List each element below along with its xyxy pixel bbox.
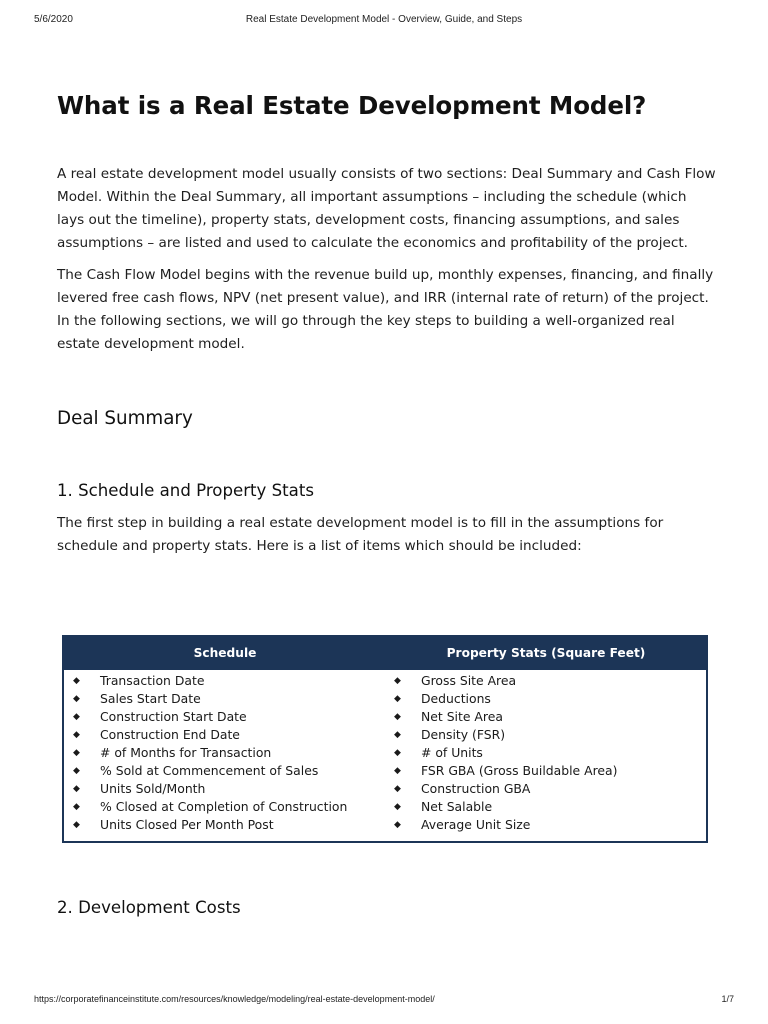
bullet-diamond-icon: ◆: [73, 694, 80, 704]
subsection-heading-development-costs: 2. Development Costs: [57, 898, 241, 917]
schedule-item: [73, 726, 347, 744]
bullet-diamond-icon: ◆: [73, 802, 80, 812]
bullet-diamond-icon: ◆: [394, 784, 401, 794]
schedule-item-label: Units Sold/Month: [100, 781, 206, 796]
schedule-property-stats-table: [62, 635, 708, 843]
property-stat-item-label: Gross Site Area: [421, 673, 517, 688]
bullet-diamond-icon: ◆: [394, 712, 401, 722]
property-stat-item-label: Average Unit Size: [421, 817, 531, 832]
bullet-diamond-icon: ◆: [73, 784, 80, 794]
article-body: [57, 84, 717, 558]
bullet-diamond-icon: ◆: [73, 766, 80, 776]
property-stat-item-label: Net Site Area: [421, 709, 503, 724]
bullet-diamond-icon: ◆: [394, 820, 401, 830]
property-stat-item-label: Construction GBA: [421, 781, 531, 796]
schedule-item: [73, 672, 347, 690]
schedule-item: [73, 816, 347, 834]
schedule-item: [73, 744, 347, 762]
schedule-item-label: % Sold at Commencement of Sales: [100, 763, 319, 778]
schedule-item: [73, 690, 347, 708]
page-number: 1/7: [721, 994, 734, 1004]
property-stat-item: [394, 744, 617, 762]
bullet-diamond-icon: ◆: [394, 676, 401, 686]
schedule-item: [73, 798, 347, 816]
bullet-diamond-icon: ◆: [394, 730, 401, 740]
schedule-item: [73, 762, 347, 780]
bullet-diamond-icon: ◆: [73, 820, 80, 830]
property-stat-item: [394, 798, 617, 816]
property-stat-item-label: Density (FSR): [421, 727, 506, 742]
property-stat-item: [394, 708, 617, 726]
bullet-diamond-icon: ◆: [73, 676, 80, 686]
property-stat-item: [394, 726, 617, 744]
schedule-item-label: Units Closed Per Month Post: [100, 817, 274, 832]
print-header: [0, 14, 768, 28]
property-stats-list: [394, 672, 617, 834]
schedule-item-label: # of Months for Transaction: [100, 745, 272, 760]
schedule-list: [73, 672, 347, 834]
property-stats-column-heading: Property Stats (Square Feet): [446, 646, 646, 660]
bullet-diamond-icon: ◆: [73, 748, 80, 758]
schedule-paragraph: The first step in building a real estate development model is to fill in the assumptions for schedule and property stats. Here is a list of items which should be included:: [57, 515, 664, 554]
bullet-diamond-icon: ◆: [394, 766, 401, 776]
schedule-item-label: Transaction Date: [100, 673, 205, 688]
property-stat-item: [394, 690, 617, 708]
bullet-diamond-icon: ◆: [394, 748, 401, 758]
property-stat-item-label: FSR GBA (Gross Buildable Area): [421, 763, 618, 778]
cash-flow-paragraph: The Cash Flow Model begins with the revenue build up, monthly expenses, financing, and finally levered free cash flows, NPV (net present value), and IRR (internal rate of return) of the project. In the following sections, we will go through the key steps to building a well-organized real estate development model.: [57, 267, 714, 352]
bullet-diamond-icon: ◆: [73, 730, 80, 740]
page-title: What is a Real Estate Development Model?: [57, 91, 647, 120]
property-stat-item-label: # of Units: [421, 745, 483, 760]
property-stat-item: [394, 780, 617, 798]
table-header-row: [64, 637, 706, 670]
print-date: 5/6/2020: [34, 14, 73, 25]
property-stat-item: [394, 672, 617, 690]
schedule-item: [73, 780, 347, 798]
print-title: Real Estate Development Model - Overview, Guide, and Steps: [245, 14, 523, 25]
schedule-item-label: % Closed at Completion of Construction: [100, 799, 348, 814]
print-footer: [0, 994, 768, 1008]
property-stat-item-label: Deductions: [421, 691, 491, 706]
schedule-column-heading: Schedule: [193, 646, 257, 660]
subsection-heading-schedule: 1. Schedule and Property Stats: [57, 481, 314, 500]
bullet-diamond-icon: ◆: [394, 694, 401, 704]
bullet-diamond-icon: ◆: [394, 802, 401, 812]
property-stat-item: [394, 762, 617, 780]
print-url: https://corporatefinanceinstitute.com/resources/knowledge/modeling/real-estate-development-model/: [34, 994, 435, 1004]
property-stat-item-label: Net Salable: [421, 799, 493, 814]
schedule-item-label: Construction End Date: [100, 727, 240, 742]
schedule-item-label: Construction Start Date: [100, 709, 247, 724]
schedule-item-label: Sales Start Date: [100, 691, 201, 706]
intro-paragraph: A real estate development model usually consists of two sections: Deal Summary and Cash Flow Model. Within the Deal Summary, all important assumptions – including the schedule (which lays out the timeline), property stats, development costs, financing assumptions, and sales assumptions – are listed and used to calculate the economics and profitability of the project.: [57, 166, 716, 251]
property-stat-item: [394, 816, 617, 834]
schedule-item: [73, 708, 347, 726]
bullet-diamond-icon: ◆: [73, 712, 80, 722]
section-heading-deal-summary: Deal Summary: [57, 408, 193, 429]
